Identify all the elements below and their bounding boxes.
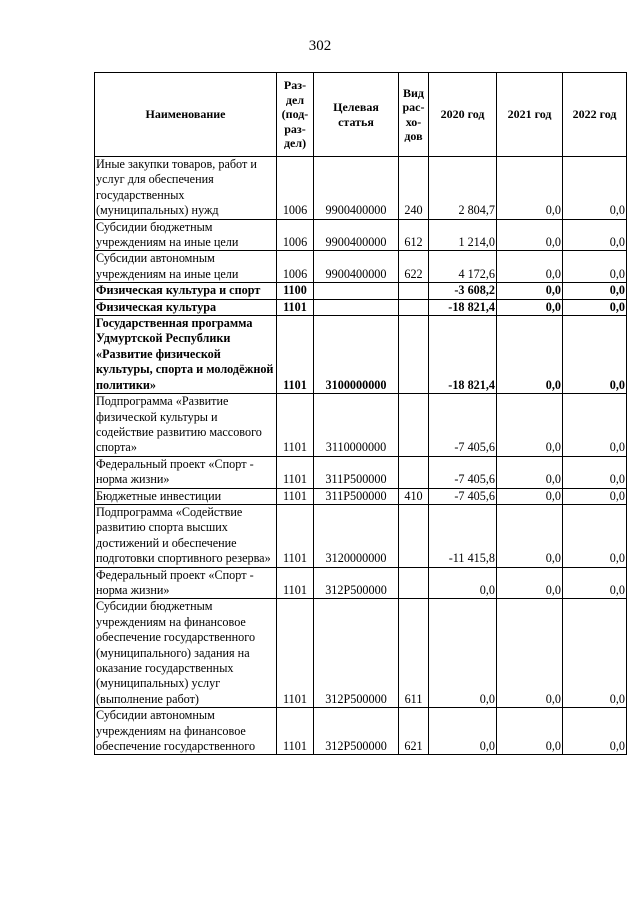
row-name-cell: Государственная программа Удмуртской Республики «Развитие физической культуры, спорта и молодёжной политики» (95, 316, 277, 394)
table-row (95, 708, 627, 755)
row-name-cell: Субсидии бюджетным учреждениям на иные цели (95, 219, 277, 251)
table-row (95, 488, 627, 504)
row-2020-cell: -7 405,6 (429, 456, 497, 488)
row-section-cell: 1101 (277, 504, 314, 567)
row-target-cell: 312P500000 (314, 567, 399, 599)
row-2021-cell: 0,0 (497, 567, 563, 599)
row-2022-cell: 0,0 (563, 567, 627, 599)
row-target-cell: 3120000000 (314, 504, 399, 567)
row-name-cell: Федеральный проект «Спорт - норма жизни» (95, 456, 277, 488)
row-section-cell: 1101 (277, 708, 314, 755)
row-vid-cell: 622 (399, 251, 429, 283)
header-2020: 2020 год (429, 73, 497, 157)
table-row (95, 299, 627, 315)
header-section: Раз-дел (под-раз-дел) (277, 73, 314, 157)
row-target-cell (314, 299, 399, 315)
table-row (95, 283, 627, 299)
row-2020-cell: -18 821,4 (429, 316, 497, 394)
row-target-cell: 311P500000 (314, 488, 399, 504)
row-vid-cell (399, 299, 429, 315)
page-number: 302 (308, 38, 332, 54)
row-name-cell: Иные закупки товаров, работ и услуг для обеспечения государственных (муниципальных) нужд (95, 157, 277, 220)
table-header-row (95, 73, 627, 157)
row-section-cell: 1101 (277, 599, 314, 708)
row-section-cell: 1100 (277, 283, 314, 299)
row-section-cell: 1006 (277, 219, 314, 251)
row-target-cell: 3100000000 (314, 316, 399, 394)
row-2022-cell: 0,0 (563, 599, 627, 708)
row-vid-cell (399, 394, 429, 457)
row-target-cell: 311P500000 (314, 456, 399, 488)
row-2020-cell: 0,0 (429, 567, 497, 599)
row-vid-cell: 612 (399, 219, 429, 251)
row-2021-cell: 0,0 (497, 219, 563, 251)
table-row (95, 567, 627, 599)
row-section-cell: 1006 (277, 157, 314, 220)
table-row (95, 456, 627, 488)
header-vid: Вид рас-хо-дов (399, 73, 429, 157)
row-vid-cell (399, 567, 429, 599)
budget-table (94, 72, 627, 755)
row-name-cell: Физическая культура (95, 299, 277, 315)
row-section-cell: 1101 (277, 567, 314, 599)
header-name: Наименование (95, 73, 277, 157)
row-2021-cell: 0,0 (497, 504, 563, 567)
table-row (95, 157, 627, 220)
row-name-cell: Субсидии автономным учреждениям на иные цели (95, 251, 277, 283)
row-2022-cell: 0,0 (563, 708, 627, 755)
row-vid-cell: 410 (399, 488, 429, 504)
row-2021-cell: 0,0 (497, 394, 563, 457)
row-section-cell: 1101 (277, 488, 314, 504)
row-2022-cell: 0,0 (563, 283, 627, 299)
row-target-cell: 312P500000 (314, 599, 399, 708)
row-2022-cell: 0,0 (563, 394, 627, 457)
row-2021-cell: 0,0 (497, 283, 563, 299)
header-target: Целевая статья (314, 73, 399, 157)
header-2022: 2022 год (563, 73, 627, 157)
row-2022-cell: 0,0 (563, 488, 627, 504)
row-2020-cell: -3 608,2 (429, 283, 497, 299)
row-name-cell: Физическая культура и спорт (95, 283, 277, 299)
row-2020-cell: -7 405,6 (429, 394, 497, 457)
table-row (95, 219, 627, 251)
row-2020-cell: -7 405,6 (429, 488, 497, 504)
row-target-cell: 9900400000 (314, 157, 399, 220)
row-section-cell: 1101 (277, 456, 314, 488)
table-row (95, 599, 627, 708)
row-2022-cell: 0,0 (563, 157, 627, 220)
row-target-cell: 9900400000 (314, 219, 399, 251)
row-name-cell: Субсидии автономным учреждениям на финансовое обеспечение государственного (95, 708, 277, 755)
row-2022-cell: 0,0 (563, 251, 627, 283)
row-target-cell: 9900400000 (314, 251, 399, 283)
row-vid-cell (399, 283, 429, 299)
row-2021-cell: 0,0 (497, 299, 563, 315)
row-2020-cell: 0,0 (429, 708, 497, 755)
row-2021-cell: 0,0 (497, 456, 563, 488)
row-name-cell: Подпрограмма «Развитие физической культуры и содействие развитию массового спорта» (95, 394, 277, 457)
row-target-cell (314, 283, 399, 299)
row-name-cell: Подпрограмма «Содействие развитию спорта высших достижений и обеспечение подготовки спортивного резерва» (95, 504, 277, 567)
row-2022-cell: 0,0 (563, 504, 627, 567)
row-2022-cell: 0,0 (563, 316, 627, 394)
row-2021-cell: 0,0 (497, 251, 563, 283)
table-row (95, 251, 627, 283)
row-2022-cell: 0,0 (563, 219, 627, 251)
row-name-cell: Федеральный проект «Спорт - норма жизни» (95, 567, 277, 599)
row-2022-cell: 0,0 (563, 299, 627, 315)
row-target-cell: 312P500000 (314, 708, 399, 755)
row-2020-cell: 1 214,0 (429, 219, 497, 251)
row-2020-cell: 0,0 (429, 599, 497, 708)
row-section-cell: 1101 (277, 299, 314, 315)
table-row (95, 394, 627, 457)
row-name-cell: Бюджетные инвестиции (95, 488, 277, 504)
row-name-cell: Субсидии бюджетным учреждениям на финансовое обеспечение государственного (муниципального) задания на оказание государственных (муниципальных) услуг (выполнение работ) (95, 599, 277, 708)
row-2021-cell: 0,0 (497, 708, 563, 755)
row-2021-cell: 0,0 (497, 488, 563, 504)
table-row (95, 504, 627, 567)
row-2021-cell: 0,0 (497, 157, 563, 220)
row-2020-cell: -11 415,8 (429, 504, 497, 567)
row-vid-cell (399, 316, 429, 394)
row-vid-cell (399, 504, 429, 567)
row-section-cell: 1006 (277, 251, 314, 283)
row-section-cell: 1101 (277, 316, 314, 394)
row-2020-cell: 2 804,7 (429, 157, 497, 220)
row-target-cell: 3110000000 (314, 394, 399, 457)
table-row (95, 316, 627, 394)
row-vid-cell (399, 456, 429, 488)
header-2021: 2021 год (497, 73, 563, 157)
row-2021-cell: 0,0 (497, 599, 563, 708)
row-2020-cell: 4 172,6 (429, 251, 497, 283)
row-2021-cell: 0,0 (497, 316, 563, 394)
row-vid-cell: 611 (399, 599, 429, 708)
row-2020-cell: -18 821,4 (429, 299, 497, 315)
row-section-cell: 1101 (277, 394, 314, 457)
row-vid-cell: 621 (399, 708, 429, 755)
row-vid-cell: 240 (399, 157, 429, 220)
row-2022-cell: 0,0 (563, 456, 627, 488)
